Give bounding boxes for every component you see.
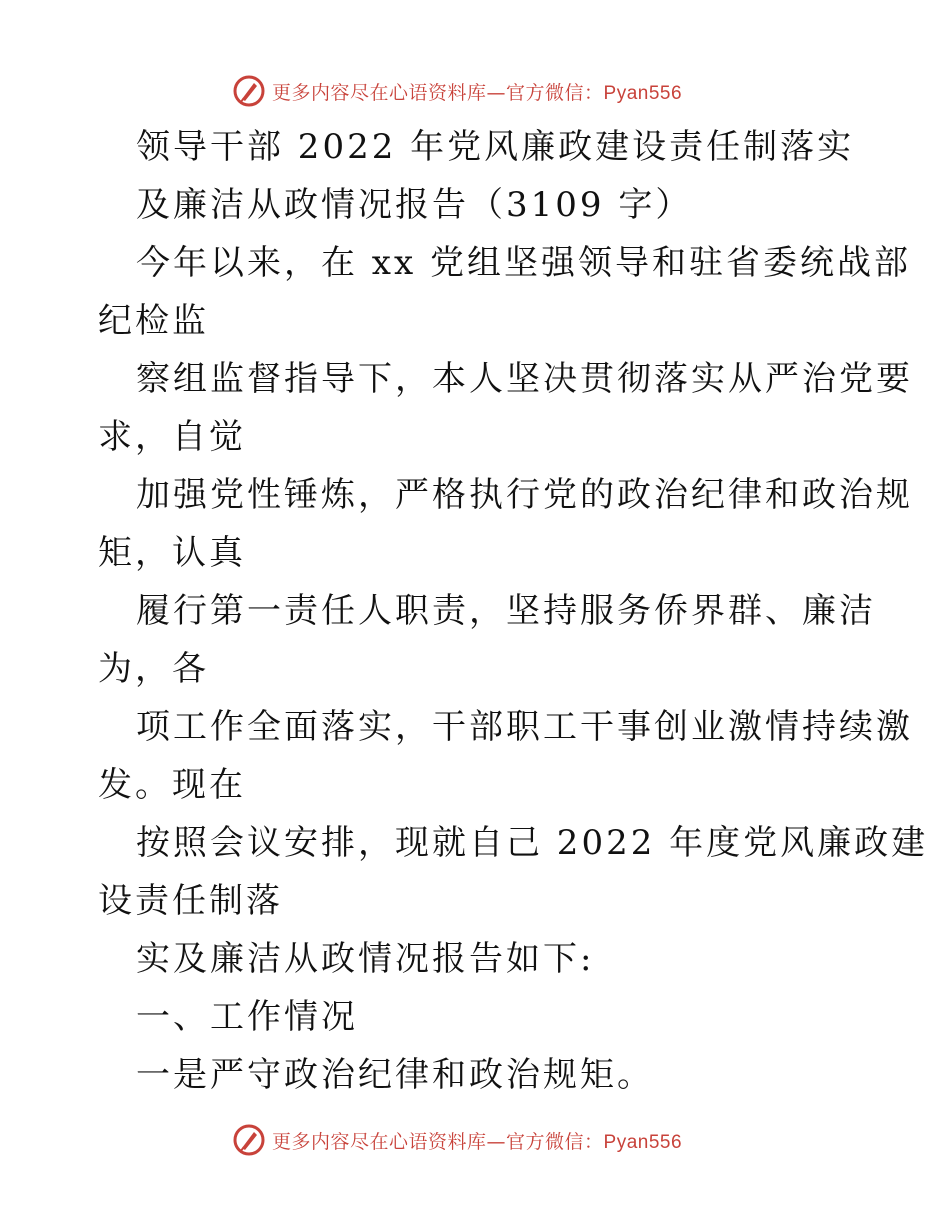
paragraph-line: 按照会议安排，现就自己 2022 年度党风廉政建 [136, 823, 929, 863]
paragraph-line: 加强党性锤炼，严格执行党的政治纪律和政治规 [136, 475, 913, 515]
paragraph-line: 发。现在 [98, 765, 246, 805]
paragraph-line: 履行第一责任人职责，坚持服务侨界群、廉洁 [136, 591, 876, 631]
paragraph-line: 求，自觉 [98, 417, 246, 457]
quill-logo-icon [232, 1123, 266, 1157]
paragraph-line: 设责任制落 [98, 881, 283, 921]
document-title-line-2: 及廉洁从政情况报告（3109 字） [136, 185, 693, 225]
document-title-line-1: 领导干部 2022 年党风廉政建设责任制落实 [136, 127, 855, 167]
watermark-text: 更多内容尽在心语资料库—官方微信：Pyan556 [272, 1130, 683, 1153]
paragraph-line: 实及廉洁从政情况报告如下: [136, 939, 595, 979]
paragraph-line: 矩，认真 [98, 533, 246, 573]
paragraph-line: 为，各 [98, 649, 209, 689]
section-heading: 一、工作情况 [136, 997, 358, 1037]
paragraph-line: 察组监督指导下，本人坚决贯彻落实从严治党要 [136, 359, 913, 399]
footer-watermark-banner [232, 1122, 682, 1158]
paragraph-line: 纪检监 [98, 301, 209, 341]
header-watermark-banner [232, 73, 682, 109]
paragraph-line: 一是严守政治纪律和政治规矩。 [136, 1055, 654, 1095]
paragraph-line: 项工作全面落实，干部职工干事创业激情持续激 [136, 707, 913, 747]
watermark-text: 更多内容尽在心语资料库—官方微信：Pyan556 [272, 81, 683, 104]
document-body [98, 118, 929, 1104]
quill-logo-icon [232, 74, 266, 108]
paragraph-line: 今年以来，在 xx 党组坚强领导和驻省委统战部 [136, 243, 911, 283]
